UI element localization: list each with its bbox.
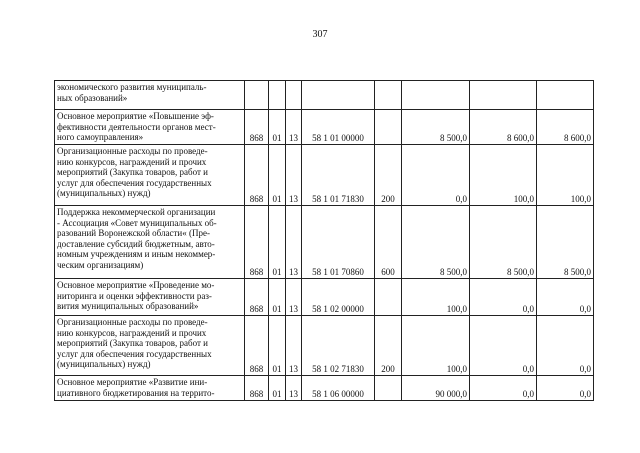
subsection-cell (286, 81, 302, 110)
target-article-cell (302, 81, 375, 110)
amount-year2-cell: 8 600,0 (470, 110, 537, 145)
grbs-cell (245, 81, 269, 110)
item-name-line: доставление субсидий бюджетным, авто- (57, 238, 215, 249)
amount-year1-cell: 0,0 (402, 145, 470, 206)
item-name-line: мероприятий (Закупка товаров, работ и (57, 167, 208, 178)
grbs-cell: 868 (245, 279, 269, 316)
item-name-line: Основное мероприятие «Развитие ини- (57, 377, 208, 387)
target-article-cell: 58 1 06 00000 (302, 376, 375, 401)
target-article-cell: 58 1 02 71830 (302, 316, 375, 376)
item-name-cell (55, 376, 245, 401)
item-name-line: разований Воронежской области« (Пре- (57, 228, 210, 239)
table-row (55, 279, 594, 316)
section-cell: 01 (269, 110, 286, 145)
amount-year3-cell (537, 81, 594, 110)
item-name-cell (55, 81, 245, 110)
grbs-cell: 868 (245, 316, 269, 376)
amount-year1-cell: 100,0 (402, 316, 470, 376)
table-row (55, 81, 594, 110)
item-name-line: циативного бюджетирования на террито- (57, 387, 215, 398)
target-article-cell: 58 1 01 70860 (302, 206, 375, 279)
item-name-line: мероприятий (Закупка товаров, работ и (57, 338, 208, 349)
grbs-cell: 868 (245, 206, 269, 279)
section-cell: 01 (269, 279, 286, 316)
item-name-line: номным учреждениям и иным некоммер- (57, 249, 216, 260)
subsection-cell: 13 (286, 145, 302, 206)
page-number: 307 (312, 29, 328, 40)
expense-type-cell: 200 (375, 316, 402, 376)
table-row (55, 316, 594, 376)
section-cell: 01 (269, 316, 286, 376)
item-name-line: - Ассоциация «Совет муниципальных об- (57, 217, 217, 228)
amount-year2-cell: 100,0 (470, 145, 537, 206)
target-article-cell: 58 1 01 00000 (302, 110, 375, 145)
item-name-cell (55, 316, 245, 376)
item-name-line: фективности деятельности органов мест- (57, 121, 216, 132)
amount-year2-cell (470, 81, 537, 110)
expense-type-cell: 600 (375, 206, 402, 279)
item-name-line: экономического развития муниципаль- (57, 82, 207, 92)
subsection-cell: 13 (286, 279, 302, 316)
amount-year3-cell: 0,0 (537, 316, 594, 376)
item-name-line: нию конкурсов, награждений и прочих (57, 327, 207, 338)
target-article-cell: 58 1 02 00000 (302, 279, 375, 316)
expense-type-cell: 200 (375, 145, 402, 206)
item-name-line: Основное мероприятие «Повышение эф- (57, 111, 214, 121)
grbs-cell: 868 (245, 110, 269, 145)
subsection-cell: 13 (286, 206, 302, 279)
item-name-line: ного самоуправления» (57, 132, 144, 143)
subsection-cell: 13 (286, 376, 302, 401)
item-name-line: ных образований» (57, 92, 128, 103)
grbs-cell: 868 (245, 145, 269, 206)
amount-year3-cell: 100,0 (537, 145, 594, 206)
item-name-line: нию конкурсов, награждений и прочих (57, 156, 207, 167)
expense-type-cell (375, 279, 402, 316)
amount-year3-cell: 8 500,0 (537, 206, 594, 279)
budget-table (54, 80, 594, 401)
section-cell: 01 (269, 145, 286, 206)
amount-year3-cell: 0,0 (537, 376, 594, 401)
target-article-cell: 58 1 01 71830 (302, 145, 375, 206)
table-row (55, 206, 594, 279)
item-name-line: Основное мероприятие «Проведение мо- (57, 280, 215, 290)
table-row (55, 110, 594, 145)
amount-year1-cell (402, 81, 470, 110)
item-name-line: Организационные расходы по проведе- (57, 317, 208, 327)
item-name-line: вития муниципальных образований» (57, 301, 199, 312)
expense-type-cell (375, 376, 402, 401)
item-name-line: услуг для обеспечения государственных (57, 348, 212, 359)
amount-year1-cell: 100,0 (402, 279, 470, 316)
grbs-cell: 868 (245, 376, 269, 401)
expense-type-cell (375, 81, 402, 110)
item-name-cell (55, 206, 245, 279)
amount-year3-cell: 8 600,0 (537, 110, 594, 145)
table-row (55, 376, 594, 401)
item-name-line: Организационные расходы по проведе- (57, 146, 208, 156)
item-name-cell (55, 110, 245, 145)
item-name-line: услуг для обеспечения государственных (57, 177, 212, 188)
subsection-cell: 13 (286, 316, 302, 376)
section-cell: 01 (269, 376, 286, 401)
item-name-line: Поддержка некоммерческой организации (57, 207, 216, 217)
subsection-cell: 13 (286, 110, 302, 145)
amount-year1-cell: 8 500,0 (402, 110, 470, 145)
item-name-line: (муниципальных) нужд) (57, 188, 151, 199)
section-cell (269, 81, 286, 110)
table-row (55, 145, 594, 206)
item-name-line: (муниципальных) нужд) (57, 359, 151, 370)
section-cell: 01 (269, 206, 286, 279)
amount-year2-cell: 0,0 (470, 279, 537, 316)
item-name-line: ниторинга и оценки эффективности раз- (57, 290, 212, 301)
amount-year2-cell: 8 500,0 (470, 206, 537, 279)
amount-year1-cell: 8 500,0 (402, 206, 470, 279)
item-name-cell (55, 145, 245, 206)
amount-year2-cell: 0,0 (470, 316, 537, 376)
amount-year2-cell: 0,0 (470, 376, 537, 401)
amount-year3-cell: 0,0 (537, 279, 594, 316)
amount-year1-cell: 90 000,0 (402, 376, 470, 401)
item-name-cell (55, 279, 245, 316)
budget-table-body (55, 81, 594, 401)
item-name-line: ческим организациям) (57, 259, 144, 270)
expense-type-cell (375, 110, 402, 145)
